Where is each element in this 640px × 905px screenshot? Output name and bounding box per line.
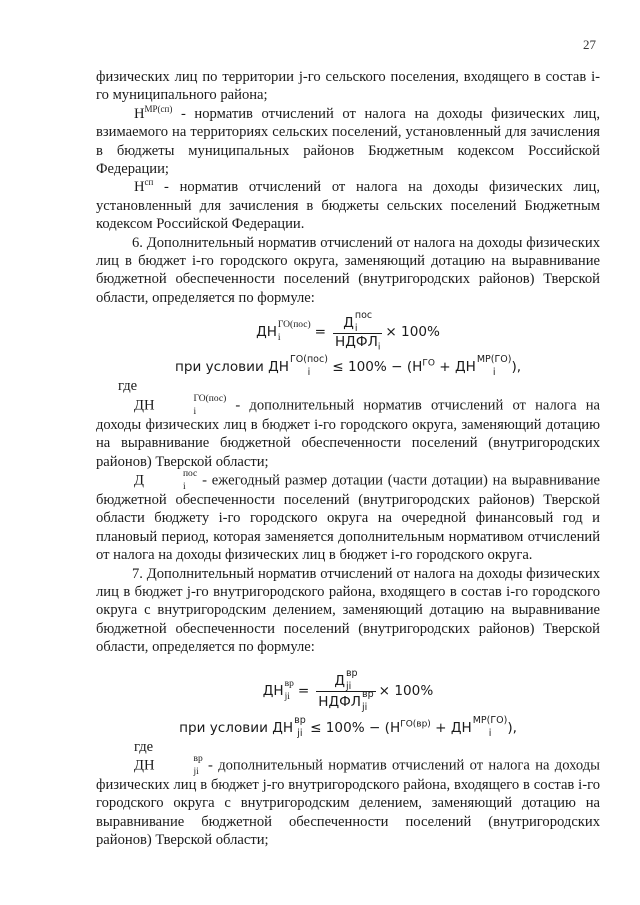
condition-end: ), <box>511 359 522 376</box>
fraction-numerator <box>332 667 359 692</box>
fraction-numerator <box>341 310 374 335</box>
symbol-sub: i <box>182 481 186 492</box>
den-sub: i <box>377 343 381 353</box>
lhs-sub: ji <box>284 692 290 703</box>
definition-text: - дополнительный норматив отчислений от налога на доходы физических лиц в бюджет i-го городского округа, заменяющий дотацию на выравнивание бюджетной обеспеченности поселений (внутригородских районов) Тверской области; <box>96 397 600 470</box>
den-sub: ji <box>362 701 368 713</box>
num-sup: вр <box>345 667 358 679</box>
definition-dn-vr <box>96 753 600 850</box>
symbol-sup: вр <box>193 753 203 764</box>
formula-2 <box>96 667 600 713</box>
condition-1 <box>96 354 600 379</box>
condition-sup: вр <box>294 714 306 726</box>
condition-prefix: при условии ДН <box>174 359 289 376</box>
den-symbol: НДФЛ <box>335 334 378 351</box>
symbol-n: Н <box>134 105 145 122</box>
formula-tail: × 100% <box>385 324 440 341</box>
condition-prefix: при условии ДН <box>179 719 294 736</box>
num-symbol: Д <box>334 672 345 689</box>
lhs-indices <box>285 681 294 701</box>
formula-tail: × 100% <box>378 682 434 699</box>
page-number: 27 <box>583 37 596 52</box>
condition-sub: i <box>307 367 311 379</box>
formula-fraction <box>333 310 382 353</box>
symbol-sup: МР(сп) <box>144 103 173 114</box>
symbol-indices <box>156 393 227 417</box>
condition-indices-3 <box>472 714 508 739</box>
definition-text: - норматив отчислений от налога на доходы физических лиц, установленный для зачисления в бюджеты сельских поселений Бюджетным кодексом Российской Федерации. <box>96 179 600 233</box>
lhs-indices <box>278 322 311 342</box>
condition-indices <box>294 714 306 739</box>
condition-mid2: + ДН <box>434 359 476 376</box>
num-indices <box>354 310 373 335</box>
symbol-dn: ДН <box>134 397 155 414</box>
definition-n-mr-sp <box>96 105 600 179</box>
fraction-denominator <box>333 333 382 351</box>
symbol-indices <box>145 468 198 492</box>
where-label: где <box>134 738 154 755</box>
condition-sub3: i <box>492 367 496 379</box>
symbol-sup: ГО(пос) <box>193 393 227 404</box>
paragraph-continuation: физических лиц по территории j-го сельского поселения, входящего в состав i-го муниципального района; <box>96 69 600 104</box>
num-symbol: Д <box>343 315 354 332</box>
condition-indices-3 <box>476 354 512 379</box>
condition-sub3: i <box>488 727 492 739</box>
fraction-denominator <box>316 688 375 713</box>
lhs-sup: вр <box>284 679 294 690</box>
where-label: где <box>118 378 138 395</box>
den-indices <box>362 688 374 713</box>
num-sub: i <box>354 323 358 335</box>
symbol-indices <box>156 753 203 777</box>
lhs-sub: i <box>277 333 281 344</box>
formula-eq: = <box>314 324 327 341</box>
condition-mid: ≤ 100% − (Н <box>305 719 401 736</box>
definition-text: - дополнительный норматив отчислений от налога на доходы физических лиц в бюджет j-го внутригородского района, входящего в состав i-го городского округа с внутригородским делением, заменяющий дотацию на выравнивание бюджетной обеспеченности поселений (внутригородских районов) Тверской области; <box>96 757 600 849</box>
definition-dn-go <box>96 393 600 471</box>
formula-fraction <box>316 667 375 713</box>
formula-1 <box>96 310 600 353</box>
symbol-dn: ДН <box>134 757 155 774</box>
num-sup: пос <box>354 310 373 322</box>
symbol-sup: сп <box>144 177 154 188</box>
condition-sup: ГО(пос) <box>289 354 328 366</box>
definition-text: - ежегодный размер дотации (части дотации) на выравнивание бюджетной обеспеченности поселений (внутригородских районов) Тверской области бюджету i-го городского округа на очередной финансовый год и плановый период, которая заменяется дополнительным нормативом отчислений от налога на доходы физических лиц в бюджет i-го городского округа. <box>96 472 600 564</box>
num-sub: ji <box>345 680 352 692</box>
den-symbol: НДФЛ <box>318 693 362 710</box>
condition-mid2: + ДН <box>430 719 472 736</box>
condition-sup2: ГО <box>422 358 435 369</box>
definition-d-pos <box>96 468 600 565</box>
symbol-sub: i <box>193 406 197 417</box>
num-indices <box>345 667 358 692</box>
condition-sub: ji <box>297 727 303 739</box>
symbol-sub: ji <box>193 766 199 777</box>
formula-lhs: ДН <box>262 682 284 699</box>
condition-2 <box>96 714 600 739</box>
condition-sup3: МР(ГО) <box>472 714 508 726</box>
paragraph-7: 7. Дополнительный норматив отчислений от налога на доходы физических лиц в бюджет j-го внутригородского района, входящего в состав i-го городского округа с внутригородским делением, заменяющий дотацию на выравнивание бюджетной обеспеченности поселений (внутригородских районов) Тверской области, определяется по формуле: <box>96 565 600 656</box>
symbol-n: Н <box>134 179 145 196</box>
symbol-sup: пос <box>182 468 198 479</box>
definition-n-sp <box>96 178 600 233</box>
definition-text: - норматив отчислений от налога на доходы физических лиц, взимаемого на территориях сельских поселений, установленный для зачисления в бюджеты муниципальных районов Бюджетным кодексом Российской Федерации; <box>96 105 600 178</box>
formula-eq: = <box>297 682 310 699</box>
symbol-d: Д <box>134 472 144 489</box>
condition-sup2: ГО(вр) <box>400 719 431 730</box>
lhs-sup: ГО(пос) <box>277 320 311 331</box>
condition-mid: ≤ 100% − (Н <box>327 359 423 376</box>
condition-end: ), <box>507 719 517 736</box>
condition-sup3: МР(ГО) <box>476 354 512 366</box>
paragraph-6: 6. Дополнительный норматив отчислений от налога на доходы физических лиц в бюджет i-го городского округа, заменяющий дотацию на выравнивание бюджетной обеспеченности поселений (внутригородских районов) Тверской области, определяется по формуле: <box>96 234 600 306</box>
formula-lhs: ДН <box>256 324 277 341</box>
document-body <box>96 68 600 850</box>
condition-indices <box>289 354 328 379</box>
den-sup: вр <box>362 688 374 700</box>
